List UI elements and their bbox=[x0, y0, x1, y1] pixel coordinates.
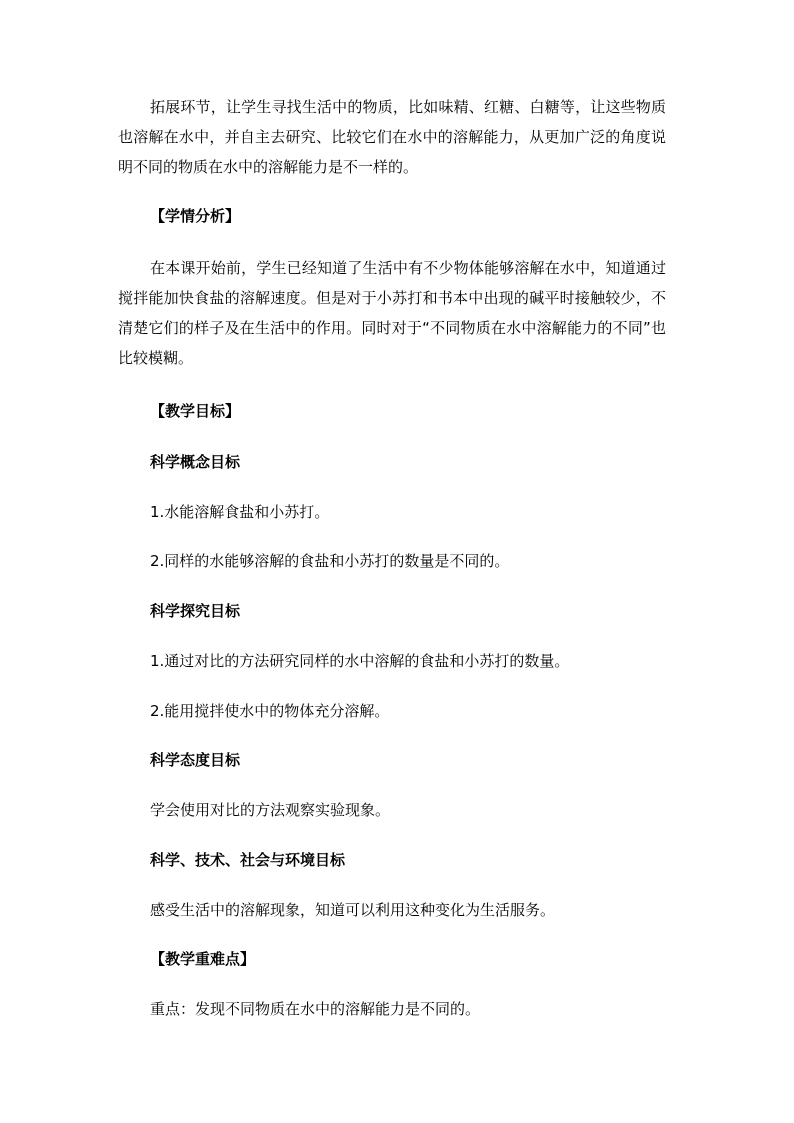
heading-concept-goals: 科学概念目标 bbox=[150, 453, 241, 471]
concept-goal-2: 2.同样的水能够溶解的食盐和小苏打的数量是不同的。 bbox=[150, 552, 510, 570]
heading-student-analysis: 【学情分析】 bbox=[150, 207, 241, 225]
heading-key-points: 【教学重难点】 bbox=[150, 950, 256, 968]
heading-inquiry-goals: 科学探究目标 bbox=[150, 602, 241, 620]
stse-goal-1: 感受生活中的溶解现象，知道可以利用这种变化为生活服务。 bbox=[150, 901, 556, 919]
paragraph-extension: 拓展环节，让学生寻找生活中的物质，比如味精、红糖、白糖等，让这些物质也溶解在水中，并自主去研究、比较它们在水中的溶解能力，从更加广泛的角度说明不同的物质在水中的溶解能力是不一样的。 bbox=[118, 98, 666, 176]
paragraph-student-analysis: 在本课开始前，学生已经知道了生活中有不少物体能够溶解在水中，知道通过搅拌能加快食盐的溶解速度。但是对于小苏打和书本中出现的碱平时接触较少，不清楚它们的样子及在生活中的作用。同时对于“不同物质在水中溶解能力的不同”也比较模糊。 bbox=[118, 259, 666, 367]
inquiry-goal-2: 2.能用搅拌使水中的物体充分溶解。 bbox=[150, 702, 390, 720]
heading-stse-goals: 科学、技术、社会与环境目标 bbox=[150, 851, 346, 869]
inquiry-goal-1: 1.通过对比的方法研究同样的水中溶解的食盐和小苏打的数量。 bbox=[150, 652, 570, 670]
heading-attitude-goals: 科学态度目标 bbox=[150, 751, 241, 769]
concept-goal-1: 1.水能溶解食盐和小苏打。 bbox=[150, 503, 330, 521]
key-point-1: 重点：发现不同物质在水中的溶解能力是不同的。 bbox=[150, 1000, 481, 1018]
attitude-goal-1: 学会使用对比的方法观察实验现象。 bbox=[150, 801, 391, 819]
heading-teaching-goals: 【教学目标】 bbox=[150, 402, 241, 420]
